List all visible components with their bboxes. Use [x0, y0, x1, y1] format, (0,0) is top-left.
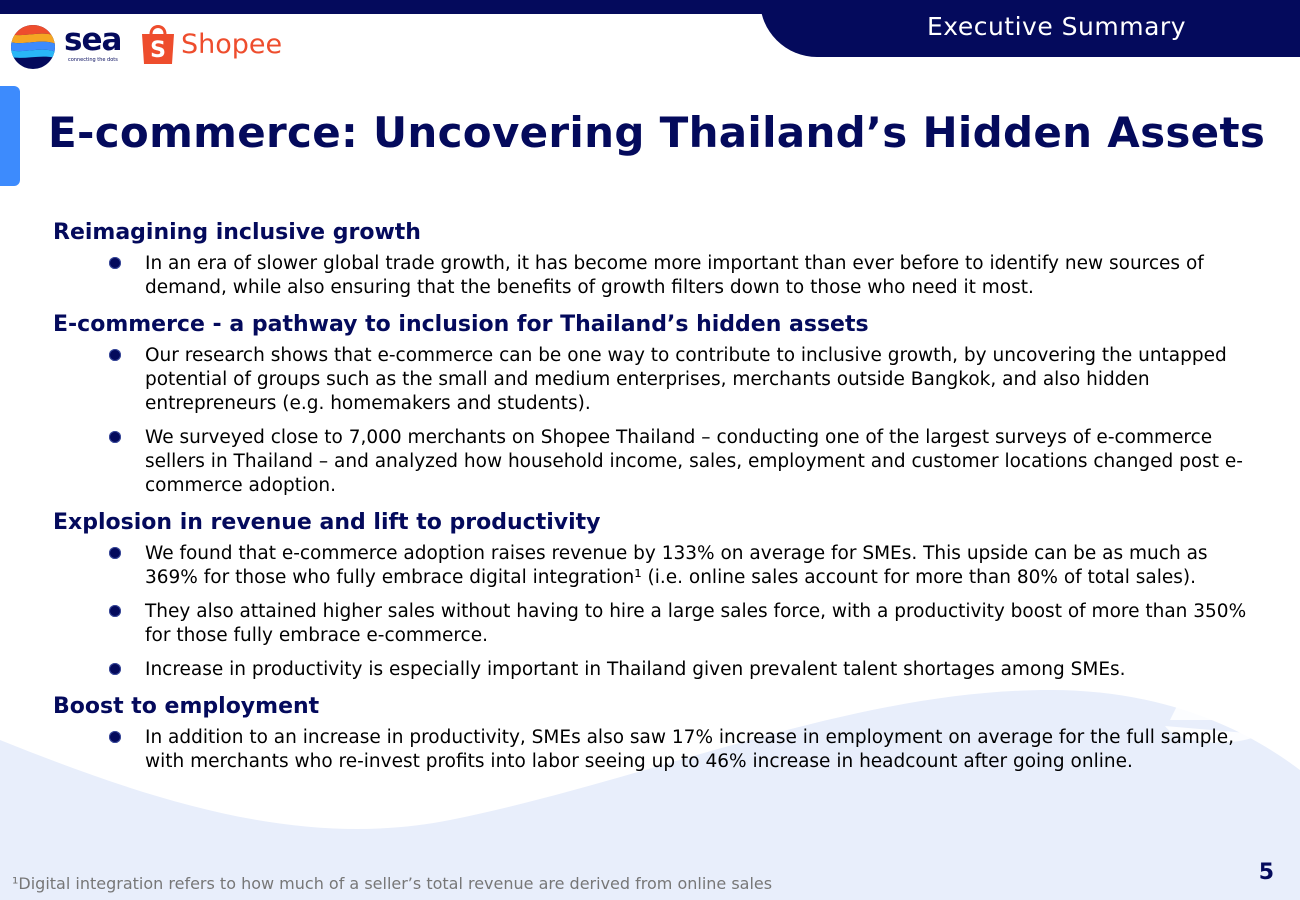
page-title: E-commerce: Uncovering Thailand’s Hidden Assets	[48, 108, 1266, 157]
bullet-text: Increase in productivity is especially important in Thailand given prevalent talent shortages among SMEs.	[145, 659, 1126, 680]
bullet-list	[53, 252, 1253, 300]
bullet-list	[53, 726, 1253, 774]
sea-logo-icon	[10, 24, 56, 70]
shopee-wordmark: Shopee	[181, 29, 283, 60]
bullet-item	[53, 252, 1253, 300]
shopee-bag-icon	[140, 22, 176, 66]
shopee-bag-letter: S	[150, 38, 166, 63]
section-pathway-to-inclusion	[53, 310, 1253, 498]
bullet-icon	[109, 663, 121, 675]
bullet-icon	[109, 257, 121, 269]
section-inclusive-growth	[53, 218, 1253, 300]
bullet-item	[53, 600, 1253, 648]
sea-tagline: connecting the dots	[68, 57, 118, 63]
bullet-text: Our research shows that e-commerce can be one way to contribute to inclusive growth, by uncovering the untapped potential of groups such as the small and medium enterprises, merchants outside Bangkok, and also hidden entrepreneurs (e.g. homemakers and students).	[145, 345, 1227, 414]
bullet-icon	[109, 731, 121, 743]
bullet-text: We found that e-commerce adoption raises revenue by 133% on average for SMEs. This upside can be as much as 369% for those who fully embrace digital integration¹ (i.e. online sales account for more than 80% of total sales).	[145, 543, 1208, 588]
bullet-icon	[109, 605, 121, 617]
summary-content	[53, 218, 1253, 784]
section-heading: E-commerce - a pathway to inclusion for Thailand’s hidden assets	[53, 312, 869, 337]
bullet-text: They also attained higher sales without having to hire a large sales force, with a productivity boost of more than 350% for those fully embrace e-commerce.	[145, 601, 1247, 646]
section-heading: Reimagining inclusive growth	[53, 220, 421, 245]
bullet-item	[53, 344, 1253, 416]
side-accent-bar	[0, 86, 20, 186]
bullet-text: We surveyed close to 7,000 merchants on Shopee Thailand – conducting one of the largest surveys of e-commerce sellers in Thailand – and analyzed how household income, sales, employment and customer locations changed post e-commerce adoption.	[145, 427, 1243, 496]
bullet-icon	[109, 547, 121, 559]
sea-wordmark: sea	[64, 22, 122, 58]
bullet-text: In addition to an increase in productivity, SMEs also saw 17% increase in employment on average for the full sample, with merchants who re-invest profits into labor seeing up to 46% increase in headcount after going online.	[145, 727, 1234, 772]
page-number: 5	[1258, 860, 1274, 885]
bullet-item	[53, 426, 1253, 498]
section-label: Executive Summary	[927, 12, 1186, 41]
bullet-item	[53, 542, 1253, 590]
bullet-item	[53, 658, 1253, 682]
bullet-text: In an era of slower global trade growth, it has become more important than ever before to identify new sources of demand, while also ensuring that the benefits of growth filters down to those who need it most.	[145, 253, 1204, 298]
bullet-item	[53, 726, 1253, 774]
footnote: ¹Digital integration refers to how much of a seller’s total revenue are derived from online sales	[12, 874, 773, 893]
bullet-icon	[109, 431, 121, 443]
bullet-list	[53, 344, 1253, 498]
section-revenue-productivity	[53, 508, 1253, 682]
section-heading: Explosion in revenue and lift to productivity	[53, 510, 601, 535]
section-employment	[53, 692, 1253, 774]
bullet-icon	[109, 349, 121, 361]
section-heading: Boost to employment	[53, 694, 320, 719]
bullet-list	[53, 542, 1253, 682]
